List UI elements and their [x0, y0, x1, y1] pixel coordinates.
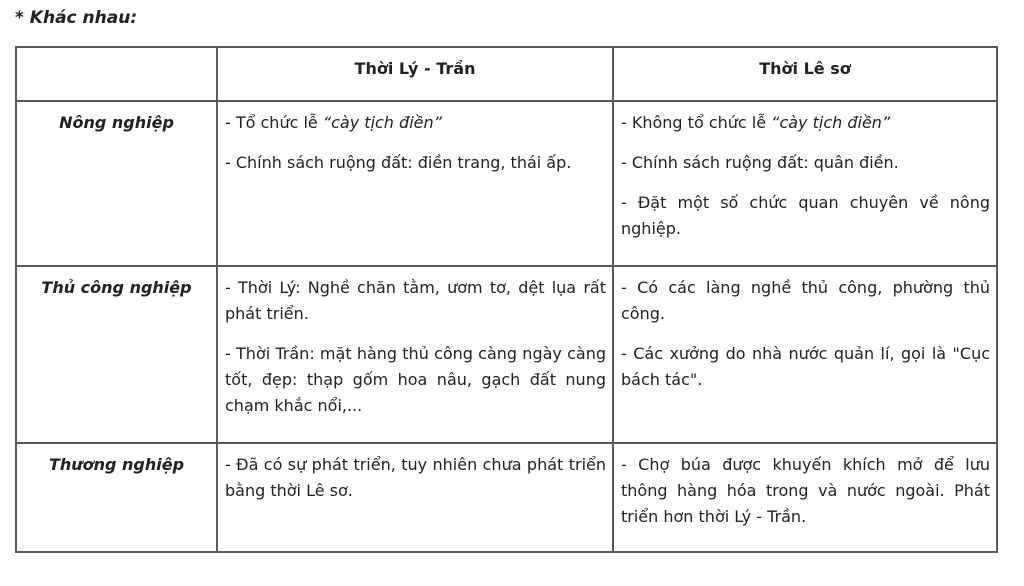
- cell-nong-nghiep-ly-tran: [217, 101, 613, 266]
- comparison-table: [15, 46, 998, 553]
- header-empty-cell: [16, 47, 217, 101]
- table-row: [16, 101, 997, 266]
- list-item: - Thời Lý: Nghề chăn tằm, ươm tơ, dệt lụa rất phát triển.: [225, 278, 606, 323]
- list-item: - Đã có sự phát triển, tuy nhiên chưa phát triển bằng thời Lê sơ.: [225, 455, 606, 500]
- table-row: [16, 443, 997, 552]
- list-item: - Có các làng nghề thủ công, phường thủ công.: [621, 278, 990, 323]
- cell-thuong-nghiep-ly-tran: [217, 443, 613, 552]
- row-label-thu-cong-nghiep: Thủ công nghiệp: [16, 266, 217, 443]
- list-item: - Đặt một số chức quan chuyên về nông nghiệp.: [621, 193, 990, 238]
- header-le-so: Thời Lê sơ: [613, 47, 997, 101]
- row-label-nong-nghiep: Nông nghiệp: [16, 101, 217, 266]
- cell-thu-cong-nghiep-ly-tran: [217, 266, 613, 443]
- header-ly-tran: Thời Lý - Trần: [217, 47, 613, 101]
- list-item: - Tổ chức lễ “cày tịch điền”: [225, 113, 442, 132]
- list-item: - Các xưởng do nhà nước quản lí, gọi là "Cục bách tác".: [621, 344, 990, 389]
- list-item: - Thời Trần: mặt hàng thủ công càng ngày càng tốt, đẹp: thạp gốm hoa nâu, gạch đất nung chạm khắc nổi,...: [225, 344, 606, 415]
- list-item: - Chính sách ruộng đất: quân điền.: [621, 153, 899, 172]
- section-heading: * Khác nhau:: [15, 8, 138, 28]
- table-row: [16, 266, 997, 443]
- row-label-thuong-nghiep: Thương nghiệp: [16, 443, 217, 552]
- cell-nong-nghiep-le-so: [613, 101, 997, 266]
- list-item: - Không tổ chức lễ “cày tịch điền”: [621, 113, 891, 132]
- table-header-row: [16, 47, 997, 101]
- list-item: - Chính sách ruộng đất: điền trang, thái ấp.: [225, 153, 572, 172]
- cell-thu-cong-nghiep-le-so: [613, 266, 997, 443]
- cell-thuong-nghiep-le-so: [613, 443, 997, 552]
- list-item: - Chợ búa được khuyến khích mở để lưu thông hàng hóa trong và nước ngoài. Phát triển hơn thời Lý - Trần.: [621, 455, 990, 526]
